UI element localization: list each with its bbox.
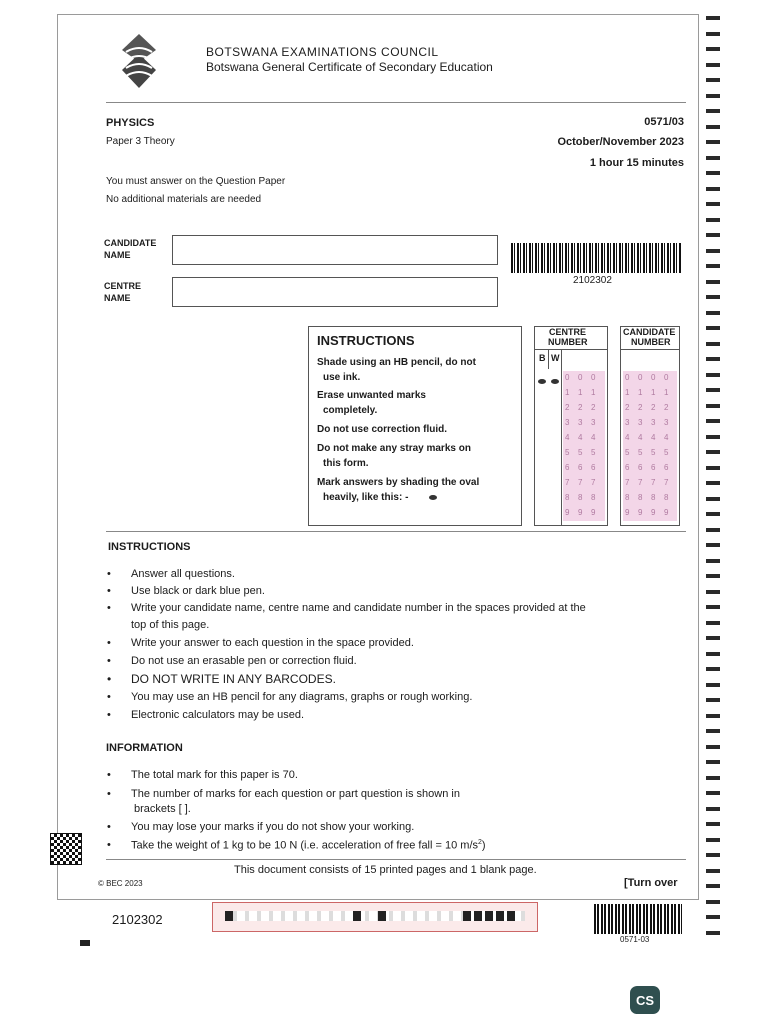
digit-oval[interactable]: 4 [591,433,596,442]
digit-oval[interactable]: 3 [578,418,583,427]
digit-oval[interactable]: 4 [664,433,669,442]
instruction-item: • DO NOT WRITE IN ANY BARCODES. [131,672,336,686]
digit-oval[interactable]: 0 [591,373,596,382]
filled-oval-icon [538,379,546,384]
shading-item: use ink. [323,372,361,383]
information-item: • The total mark for this paper is 70. [131,769,298,781]
timing-mark [706,791,720,795]
timing-mark [706,574,720,578]
timing-mark [706,466,720,470]
shading-item: Do not use correction fluid. [317,424,448,435]
divider [106,531,686,532]
timing-mark [706,776,720,780]
timing-mark [706,202,720,206]
digit-oval[interactable]: 2 [625,403,630,412]
turn-over: [Turn over [624,877,678,889]
timing-mark [706,156,720,160]
digit-oval[interactable]: 3 [565,418,570,427]
timing-mark [706,125,720,129]
timing-mark [706,388,720,392]
timing-mark [706,295,720,299]
centre-name-label: CENTRE [104,281,142,291]
timing-mark [706,915,720,919]
timing-mark [706,853,720,857]
shading-item: this form. [323,458,369,469]
example-oval-icon [429,495,437,500]
timing-mark [706,714,720,718]
digit-oval[interactable]: 6 [591,463,596,472]
timing-mark [706,698,720,702]
digit-oval[interactable]: 2 [638,403,643,412]
timing-mark [706,218,720,222]
camscanner-badge [630,986,660,1014]
digit-oval[interactable]: 4 [625,433,630,442]
materials-note: No additional materials are needed [106,194,262,205]
timing-mark [706,140,720,144]
instruction-item-cont: top of this page. [131,619,210,631]
digit-oval[interactable]: 4 [638,433,643,442]
digit-oval[interactable]: 0 [651,373,656,382]
candidate-name-label: CANDIDATE [104,238,157,248]
divider [106,102,686,103]
digit-oval[interactable]: 2 [578,403,583,412]
digit-oval[interactable]: 0 [625,373,630,382]
timing-mark [706,931,720,935]
digit-oval[interactable]: 9 [651,508,656,517]
digit-oval[interactable]: 0 [638,373,643,382]
instruction-item: • You may use an HB pencil for any diagrams, graphs or rough working. [131,691,472,703]
digit-oval[interactable]: 2 [591,403,596,412]
digit-oval[interactable]: 9 [625,508,630,517]
timing-mark [706,512,720,516]
digit-oval[interactable]: 3 [591,418,596,427]
digit-oval[interactable]: 3 [625,418,630,427]
digit-oval[interactable]: 8 [591,493,596,502]
digit-oval[interactable]: 4 [578,433,583,442]
digit-oval[interactable]: 6 [651,463,656,472]
centre-number-label-2: NUMBER [548,337,588,347]
duration: 1 hour 15 minutes [589,157,684,169]
timing-mark [706,187,720,191]
barcode-number: 2102302 [573,275,612,286]
digit-oval[interactable]: 0 [664,373,669,382]
timing-mark [706,481,720,485]
instruction-item: • Answer all questions. [131,568,235,580]
digit-oval[interactable]: 3 [638,418,643,427]
bottom-code: 0571-03 [620,935,650,944]
timing-mark [706,745,720,749]
digit-oval[interactable]: 5 [664,448,669,457]
timing-mark [706,760,720,764]
timing-mark [706,497,720,501]
digit-oval[interactable]: 7 [578,478,583,487]
badge-text: CS [635,992,655,1008]
timing-mark [706,822,720,826]
digit-oval[interactable]: 9 [638,508,643,517]
divider [106,859,686,860]
timing-mark [706,543,720,547]
shading-title: INSTRUCTIONS [317,333,415,348]
shading-item: heavily, like this: - [323,492,409,503]
qr-code-icon [50,833,82,865]
instructions-heading: INSTRUCTIONS [108,541,191,553]
instruction-item: • Do not use an erasable pen or correction fluid. [131,655,357,667]
digit-oval[interactable]: 2 [565,403,570,412]
instruction-item: • Write your answer to each question in the space provided. [131,637,414,649]
timing-mark [706,528,720,532]
digit-oval[interactable]: 1 [625,388,630,397]
timing-mark [706,435,720,439]
digit-oval[interactable]: 2 [664,403,669,412]
digit-oval[interactable]: 6 [638,463,643,472]
timing-mark [706,63,720,67]
timing-mark [706,16,720,20]
corner-mark [80,940,90,946]
digit-oval[interactable]: 1 [638,388,643,397]
digit-oval[interactable]: 5 [625,448,630,457]
digit-oval[interactable]: 4 [651,433,656,442]
information-item-cont: brackets [ ]. [134,803,191,815]
digit-oval[interactable]: 6 [578,463,583,472]
paper-title: Paper 3 Theory [106,136,175,147]
timing-mark [706,311,720,315]
information-heading: INFORMATION [106,742,183,754]
information-item: • You may lose your marks if you do not show your working. [131,821,414,833]
timing-mark [706,94,720,98]
bottom-number: 2102302 [112,912,163,927]
certificate-name: Botswana General Certificate of Secondary Education [206,60,493,74]
digit-oval[interactable]: 7 [565,478,570,487]
shading-item: completely. [323,405,378,416]
digit-oval[interactable]: 3 [651,418,656,427]
digit-oval[interactable]: 5 [578,448,583,457]
timing-mark [706,667,720,671]
subject: PHYSICS [106,117,155,129]
timing-mark [706,233,720,237]
centre-digit-labels [565,373,605,523]
timing-mark [706,729,720,733]
timing-mark [706,171,720,175]
timing-mark [706,590,720,594]
digit-oval[interactable]: 5 [651,448,656,457]
centre-number-label: CENTRE [549,327,587,337]
candidate-number-label: CANDIDATE [623,327,676,337]
digit-oval[interactable]: 0 [578,373,583,382]
timing-mark [706,404,720,408]
council-name: BOTSWANA EXAMINATIONS COUNCIL [206,45,439,59]
centre-name-label-2: NAME [104,293,131,303]
timing-mark [706,636,720,640]
timing-mark [706,342,720,346]
digit-oval[interactable]: 1 [651,388,656,397]
digit-oval[interactable]: 2 [651,403,656,412]
timing-mark [706,32,720,36]
digit-oval[interactable]: 8 [625,493,630,502]
timing-mark [706,605,720,609]
exam-session: October/November 2023 [557,136,684,148]
timing-mark [706,249,720,253]
candidate-number-grid[interactable] [620,326,680,526]
digit-oval[interactable]: 8 [651,493,656,502]
digit-oval[interactable]: 7 [651,478,656,487]
timing-mark [706,419,720,423]
candidate-name-label-2: NAME [104,250,131,260]
answer-note: You must answer on the Question Paper [106,176,286,187]
barcode-bottom [594,904,682,934]
shading-item: Erase unwanted marks [317,390,426,401]
digit-oval[interactable]: 7 [638,478,643,487]
bottom-mark-strip [212,902,538,932]
timing-mark [706,621,720,625]
centre-name-field[interactable] [172,277,498,307]
digit-oval[interactable]: 6 [664,463,669,472]
timing-mark [706,838,720,842]
information-item: • The number of marks for each question or part question is shown in [131,788,460,800]
timing-mark [706,900,720,904]
centre-number-grid[interactable] [534,326,608,526]
digit-oval[interactable]: 9 [664,508,669,517]
filled-oval-icon [551,379,559,384]
candidate-digit-labels [625,373,679,523]
candidate-number-label-2: NUMBER [631,337,671,347]
digit-oval[interactable]: 1 [591,388,596,397]
barcode-top [511,243,681,273]
timing-mark [706,326,720,330]
copyright: © BEC 2023 [98,879,143,888]
shading-item: Do not make any stray marks on [317,443,471,454]
digit-oval[interactable]: 9 [591,508,596,517]
digit-oval[interactable]: 3 [664,418,669,427]
timing-mark [706,280,720,284]
paper-code: 0571/03 [644,116,684,128]
shading-item: Mark answers by shading the oval [317,477,480,488]
timing-mark [706,47,720,51]
digit-oval[interactable]: 7 [625,478,630,487]
timing-mark [706,683,720,687]
digit-oval[interactable]: 5 [591,448,596,457]
digit-oval[interactable]: 5 [638,448,643,457]
candidate-name-field[interactable] [172,235,498,265]
digit-oval[interactable]: 1 [664,388,669,397]
digit-oval[interactable]: 7 [664,478,669,487]
timing-mark [706,78,720,82]
digit-oval[interactable]: 4 [565,433,570,442]
centre-prefix-w: W [551,353,560,363]
digit-oval[interactable]: 8 [578,493,583,502]
timing-mark [706,264,720,268]
digit-oval[interactable]: 6 [565,463,570,472]
instruction-item: • Electronic calculators may be used. [131,709,304,721]
timing-mark [706,357,720,361]
digit-oval[interactable]: 9 [565,508,570,517]
digit-oval[interactable]: 7 [591,478,596,487]
timing-mark [706,373,720,377]
shading-instructions-box [308,326,522,526]
digit-oval[interactable]: 8 [664,493,669,502]
timing-mark [706,869,720,873]
digit-oval[interactable]: 8 [638,493,643,502]
shading-item: Shade using an HB pencil, do not [317,357,476,368]
timing-mark [706,884,720,888]
timing-mark [706,109,720,113]
page-count-note: This document consists of 15 printed pages and 1 blank page. [234,864,537,876]
timing-mark [706,652,720,656]
digit-oval[interactable]: 5 [565,448,570,457]
timing-mark [706,450,720,454]
digit-oval[interactable]: 9 [578,508,583,517]
instruction-item: • Write your candidate name, centre name and candidate number in the spaces provided at the [131,602,586,614]
information-item: • Take the weight of 1 kg to be 10 N (i.e. acceleration of free fall = 10 $m/s^2$) [131,839,486,852]
centre-prefix-b: B [539,353,546,363]
digit-oval[interactable]: 1 [565,388,570,397]
timing-mark [706,807,720,811]
digit-oval[interactable]: 1 [578,388,583,397]
digit-oval[interactable]: 6 [625,463,630,472]
bec-logo-icon [118,32,160,90]
instruction-item: • Use black or dark blue pen. [131,585,265,597]
timing-mark [706,559,720,563]
digit-oval[interactable]: 0 [565,373,570,382]
digit-oval[interactable]: 8 [565,493,570,502]
